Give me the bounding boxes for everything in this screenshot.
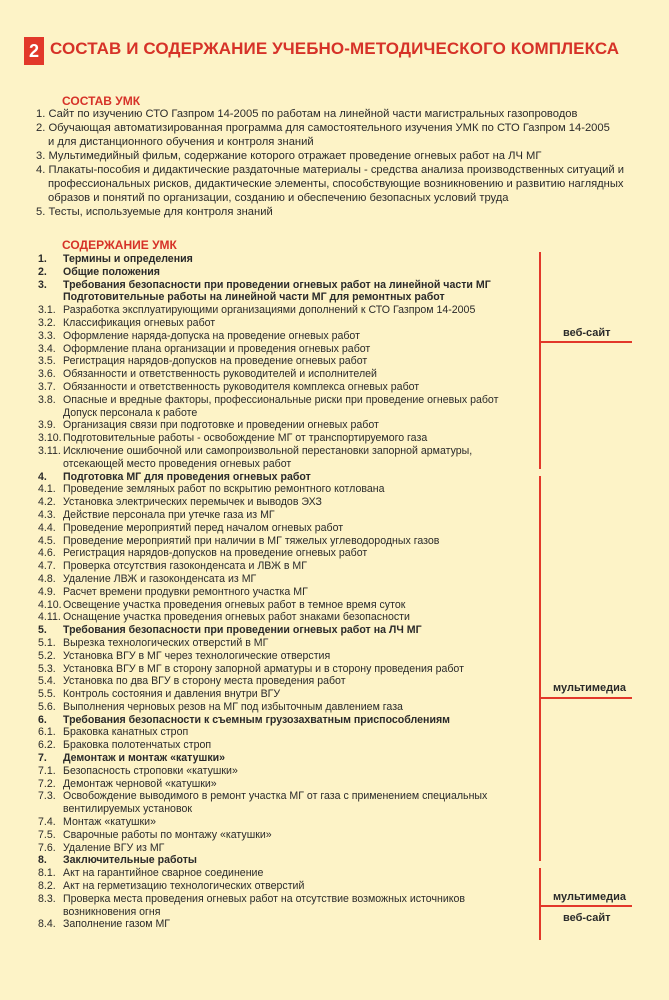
contents-item-number: 7.4.	[38, 816, 56, 829]
contents-item	[38, 496, 538, 509]
contents-item-text: Оснащение участка проведения огневых работ знаками безопасности	[63, 611, 410, 624]
contents-item	[38, 650, 538, 663]
contents-item	[38, 394, 538, 407]
contents-item-number: 5.4.	[38, 675, 56, 688]
contents-item	[38, 893, 538, 906]
section-number-badge: 2	[24, 37, 44, 65]
contents-item-number: 4.11.	[38, 611, 61, 624]
composition-line: 4. Плакаты-пособия и дидактические раздаточные материалы - средства анализа производственных ситуаций и	[36, 164, 624, 176]
contents-item	[38, 726, 538, 739]
contents-item-number: 2.	[38, 265, 47, 278]
contents-item-number: 3.10.	[38, 432, 62, 445]
contents-item-text: Вырезка технологических отверстий в МГ	[63, 636, 269, 649]
contents-item-text: Удаление ЛВЖ и газоконденсата из МГ	[63, 572, 257, 585]
contents-item	[38, 739, 538, 752]
contents-item	[38, 279, 538, 292]
contents-item-number: 4.3.	[38, 508, 56, 521]
final-bracket-line	[539, 868, 541, 940]
contents-item-number: 6.	[38, 713, 47, 726]
contents-item-number: 3.7.	[38, 380, 56, 393]
contents-item-number: 3.4.	[38, 342, 56, 355]
contents-item-number: 4.2.	[38, 496, 56, 509]
contents-item	[38, 778, 538, 791]
final-bracket-tick	[539, 905, 632, 907]
contents-item-number: 5.2.	[38, 649, 56, 662]
contents-item-number: 8.2.	[38, 880, 56, 893]
multimedia-label: мультимедиа	[553, 682, 627, 694]
composition-heading: СОСТАВ УМК	[62, 94, 141, 108]
contents-item	[38, 752, 538, 765]
contents-item-text: Акт на гарантийное сварное соединение	[63, 867, 264, 880]
contents-item-number: 3.	[38, 278, 47, 291]
contents-item	[38, 368, 538, 381]
contents-item	[38, 419, 538, 432]
contents-list	[38, 253, 538, 931]
contents-item-text: Проверка отсутствия газоконденсата и ЛВЖ в МГ	[63, 560, 307, 573]
contents-item	[38, 253, 538, 266]
contents-item-text: Сварочные работы по монтажу «катушки»	[63, 828, 272, 841]
contents-item-number: 5.	[38, 624, 47, 637]
contents-item	[38, 483, 538, 496]
contents-item-number: 3.6.	[38, 368, 56, 381]
contents-heading: СОДЕРЖАНИЕ УМК	[62, 238, 177, 252]
web-bracket-tick	[539, 341, 632, 343]
contents-item-number: 8.4.	[38, 918, 56, 931]
contents-item-text: Проверка места проведения огневых работ на отсутствие возможных источников	[63, 892, 466, 905]
multimedia-bracket-tick	[539, 697, 632, 699]
page-title: СОСТАВ И СОДЕРЖАНИЕ УЧЕБНО-МЕТОДИЧЕСКОГО КОМПЛЕКСА	[50, 39, 620, 58]
contents-item-number: 8.	[38, 854, 47, 867]
contents-item-text: Удаление ВГУ из МГ	[63, 841, 165, 854]
contents-item-number: 1.	[38, 253, 47, 265]
composition-line: профессиональных рисков, дидактические элементы, способствующие возникновению и развитию наглядных	[48, 178, 624, 190]
contents-item	[38, 701, 538, 714]
contents-item-number: 4.5.	[38, 534, 56, 547]
contents-item-number: 5.5.	[38, 688, 56, 701]
contents-item-text: Расчет времени продувки ремонтного участка МГ	[63, 585, 308, 598]
contents-item-text: Регистрация нарядов-допусков на проведение огневых работ	[63, 547, 368, 560]
contents-item-text: Выполнения черновых резов на МГ под избыточным давлением газа	[63, 700, 403, 713]
contents-item-text: Установка ВГУ в МГ в сторону запорной арматуры и в сторону проведения работ	[63, 662, 464, 675]
contents-item-text: Разработка эксплуатирующими организациями дополнений к СТО Газпром 14-2005	[63, 304, 476, 317]
composition-list	[36, 107, 624, 219]
composition-line: 3. Мультимедийный фильм, содержание которого отражает проведение огневых работ на ЛЧ МГ	[36, 150, 542, 162]
contents-item-text: Оформление плана организации и проведения огневых работ	[63, 342, 371, 355]
contents-item-text: Действие персонала при утечке газа из МГ	[63, 508, 275, 521]
contents-item-text: Освобождение выводимого в ремонт участка МГ от газа с применением специальных	[63, 790, 488, 803]
contents-item-text: Акт на герметизацию технологических отверстий	[63, 880, 305, 893]
contents-item-text: Регистрация нарядов-допусков на проведение огневых работ	[63, 355, 368, 368]
contents-item	[38, 381, 538, 394]
contents-item-number: 7.3.	[38, 790, 56, 803]
web-bracket-line	[539, 252, 541, 469]
contents-item	[38, 509, 538, 522]
contents-item	[38, 445, 538, 458]
contents-item	[38, 343, 538, 356]
contents-item	[38, 624, 538, 637]
contents-item-continuation: возникновения огня	[63, 905, 161, 918]
contents-item-text: Заключительные работы	[63, 854, 197, 867]
contents-item-number: 7.2.	[38, 777, 56, 790]
contents-item	[38, 790, 538, 803]
contents-item-text: Обязанности и ответственность руководителей и исполнителей	[63, 368, 377, 381]
contents-item-number: 8.1.	[38, 867, 56, 880]
contents-item-number: 4.9.	[38, 585, 56, 598]
contents-item-text: Контроль состояния и давления внутри ВГУ	[63, 688, 281, 701]
contents-item-text: Требования безопасности при проведении огневых работ на ЛЧ МГ	[63, 624, 422, 637]
contents-item-number: 5.1.	[38, 636, 56, 649]
contents-item-text: Термины и определения	[63, 253, 193, 265]
contents-item	[38, 522, 538, 535]
contents-item-text: Организация связи при подготовке и проведении огневых работ	[63, 419, 379, 432]
contents-item	[38, 535, 538, 548]
web-site-label: веб-сайт	[563, 327, 611, 339]
contents-item	[38, 663, 538, 676]
multimedia-bracket-line	[539, 476, 541, 861]
contents-item-text: Демонтаж черновой «катушки»	[63, 777, 217, 790]
contents-item	[38, 714, 538, 727]
contents-item-text: Установка по два ВГУ в сторону места проведения работ	[63, 675, 346, 688]
contents-item	[38, 586, 538, 599]
contents-item-continuation: Подготовительные работы на линейной части МГ для ремонтных работ	[63, 291, 445, 304]
composition-line: 2. Обучающая автоматизированная программа для самостоятельного изучения УМК по СТО Газпром 14-2005	[36, 122, 610, 134]
contents-item	[38, 829, 538, 842]
contents-item-text: Исключение ошибочной или самопроизвольной перестановки запорной арматуры,	[63, 444, 473, 457]
contents-item-continuation: Допуск персонала к работе	[63, 406, 198, 419]
contents-item-continuation: вентилируемых установок	[63, 803, 192, 816]
contents-item	[38, 599, 538, 612]
contents-item-number: 4.7.	[38, 560, 56, 573]
contents-item-number: 8.3.	[38, 892, 56, 905]
contents-item-text: Демонтаж и монтаж «катушки»	[63, 752, 226, 765]
contents-item-text: Подготовка МГ для проведения огневых работ	[63, 470, 311, 483]
contents-item-number: 7.5.	[38, 828, 56, 841]
contents-item-text: Проведение мероприятий при наличии в МГ тяжелых углеводородных газов	[63, 534, 440, 547]
contents-item-number: 6.1.	[38, 726, 56, 739]
contents-item	[38, 266, 538, 279]
contents-item-text: Общие положения	[63, 265, 160, 278]
contents-item	[38, 330, 538, 343]
contents-item-text: Требования безопасности к съемным грузозахватным приспособлениям	[63, 713, 450, 726]
contents-item	[38, 317, 538, 330]
contents-item	[38, 573, 538, 586]
contents-item-text: Проведение мероприятий перед началом огневых работ	[63, 521, 344, 534]
contents-item-number: 5.3.	[38, 662, 56, 675]
composition-line: 5. Тесты, используемые для контроля знаний	[36, 206, 273, 218]
contents-item-text: Освещение участка проведения огневых работ в темное время суток	[63, 598, 406, 611]
contents-item	[38, 547, 538, 560]
contents-item-number: 6.2.	[38, 739, 56, 752]
contents-item-number: 4.8.	[38, 572, 56, 585]
contents-item	[38, 560, 538, 573]
contents-item	[38, 304, 538, 317]
contents-item-number: 3.8.	[38, 393, 56, 406]
contents-item-number: 4.1.	[38, 483, 56, 496]
contents-item-number: 7.1.	[38, 764, 56, 777]
contents-item-text: Требования безопасности при проведении огневых работ на линейной части МГ	[63, 278, 491, 291]
contents-item-number: 4.6.	[38, 547, 56, 560]
contents-item	[38, 355, 538, 368]
contents-item	[38, 432, 538, 445]
contents-item-number: 7.6.	[38, 841, 56, 854]
contents-item	[38, 765, 538, 778]
contents-item-continuation: отсекающей место проведения огневых работ	[63, 457, 292, 470]
contents-item	[38, 611, 538, 624]
contents-item-number: 3.11.	[38, 444, 61, 457]
contents-item-text: Подготовительные работы - освобождение МГ от транспортируемого газа	[63, 432, 428, 445]
contents-item-number: 4.10.	[38, 598, 62, 611]
contents-item	[38, 816, 538, 829]
contents-item-text: Оформление наряда-допуска на проведение огневых работ	[63, 329, 360, 342]
contents-item	[38, 918, 538, 931]
contents-item-text: Установка электрических перемычек и выводов ЭХЗ	[63, 496, 322, 509]
contents-item	[38, 854, 538, 867]
contents-item-number: 4.4.	[38, 521, 56, 534]
contents-item-text: Браковка канатных строп	[63, 726, 189, 739]
contents-item-number: 7.	[38, 752, 47, 765]
contents-item	[38, 688, 538, 701]
contents-item-number: 3.2.	[38, 316, 56, 329]
contents-item	[38, 867, 538, 880]
contents-item-text: Безопасность строповки «катушки»	[63, 764, 238, 777]
contents-item-text: Обязанности и ответственность руководителя комплекса огневых работ	[63, 380, 420, 393]
contents-item-text: Установка ВГУ в МГ через технологические отверстия	[63, 649, 331, 662]
composition-line: и для дистанционного обучения и контроля знаний	[48, 136, 314, 148]
composition-line: образов и понятий по организации, созданию и обеспечению безопасных условий труда	[48, 192, 509, 204]
contents-item-text: Заполнение газом МГ	[63, 918, 171, 931]
contents-item	[38, 842, 538, 855]
contents-item-number: 3.3.	[38, 329, 56, 342]
contents-item-number: 3.5.	[38, 355, 56, 368]
contents-item-text: Классификация огневых работ	[63, 316, 216, 329]
contents-item-number: 3.9.	[38, 419, 56, 432]
web-site-label-2: веб-сайт	[563, 912, 611, 924]
contents-item	[38, 637, 538, 650]
contents-item-number: 4.	[38, 470, 47, 483]
contents-item-text: Монтаж «катушки»	[63, 816, 156, 829]
composition-line: 1. Сайт по изучению СТО Газпром 14-2005 по работам на линейной части магистральных газопроводов	[36, 108, 578, 120]
contents-item-number: 5.6.	[38, 700, 56, 713]
contents-item	[38, 471, 538, 484]
contents-item-number: 3.1.	[38, 304, 56, 317]
contents-item-text: Проведение земляных работ по вскрытию ремонтного котлована	[63, 483, 385, 496]
contents-item-text: Опасные и вредные факторы, профессиональные риски при проведение огневых работ	[63, 393, 499, 406]
contents-item	[38, 675, 538, 688]
contents-item-text: Браковка полотенчатых строп	[63, 739, 212, 752]
multimedia-label-2: мультимедиа	[553, 891, 627, 903]
contents-item	[38, 880, 538, 893]
